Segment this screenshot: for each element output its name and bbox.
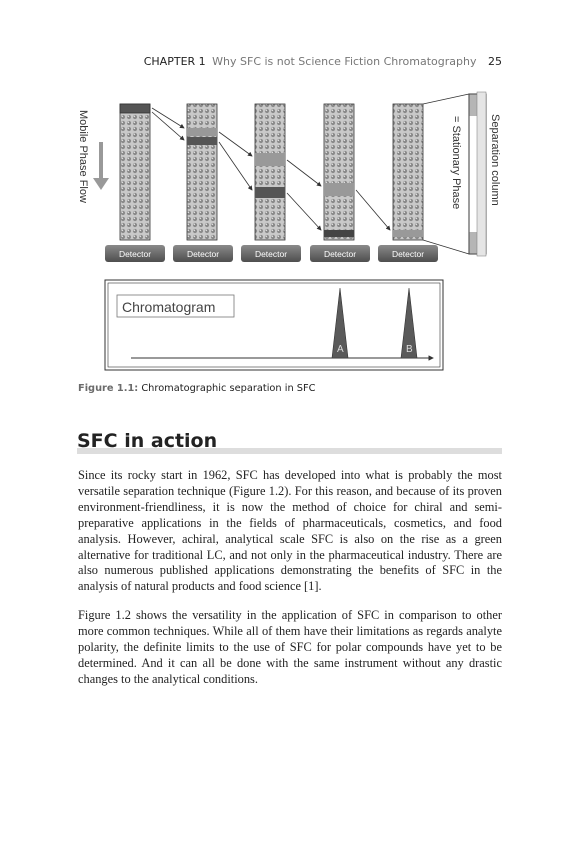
flow-arrow: [93, 142, 109, 190]
detector-5: [378, 245, 438, 262]
column-4: [324, 104, 354, 240]
column-3: [255, 104, 285, 240]
mobile-phase-flow-label: Mobile Phase Flow: [77, 110, 89, 203]
figure-chromatographic-separation: [72, 90, 502, 375]
svg-text:Detector: Detector: [323, 249, 357, 259]
stationary-phase-label: = Stationary Phase: [450, 116, 462, 210]
paragraph-1: Since its rocky start in 1962, SFC has developed into what is probably the most versatile separation technique (Figure 1.2). For this reason, and because of its proven environment-friendliness, it is now the method of choice for chiral and semi-preparative applications in the fields of pharmaceuticals, cosmetics, and food analysis. However, achiral, analytical scale SFC is also on the rise as a green alternative for traditional LC, and not only in the pharmaceutical industry. There are also numerous published applications demonstrating the benefits of SFC in the analysis of natural products and food science [1].: [78, 468, 502, 594]
column-2: [187, 104, 217, 240]
detector-3: [241, 245, 301, 262]
running-header: [144, 55, 502, 68]
section-title: SFC in action: [77, 430, 218, 452]
figure-caption: [78, 383, 315, 394]
column-5: [393, 104, 423, 240]
peak-a-label: A: [337, 344, 344, 355]
paragraph-2: Figure 1.2 shows the versatility in the application of SFC in comparison to other more common techniques. While all of them have their limitations as regards analyte polarity, the definite limits to the use of SFC for polar compounds have yet to be determined. And it can all be done with the same instrument without any drastic changes to the analytical conditions.: [78, 608, 502, 686]
figure-caption-text: Chromatographic separation in SFC: [141, 383, 316, 394]
chromatogram-label: Chromatogram: [122, 299, 216, 315]
chapter-number: CHAPTER 1: [143, 55, 206, 68]
page-number: 25: [488, 55, 502, 68]
svg-text:Detector: Detector: [254, 249, 288, 259]
column-1: [120, 104, 150, 240]
detector-4: [310, 245, 370, 262]
peak-b-label: B: [406, 344, 413, 355]
svg-text:Detector: Detector: [186, 249, 220, 259]
svg-text:Detector: Detector: [391, 249, 425, 259]
separation-column-label: Separation column: [489, 114, 501, 206]
chromatogram-panel: [105, 280, 443, 370]
detector-2: [173, 245, 233, 262]
svg-text:Detector: Detector: [118, 249, 152, 259]
chapter-title: Why SFC is not Science Fiction Chromatography: [212, 55, 477, 68]
figure-caption-label: Figure 1.1:: [78, 383, 139, 394]
detector-1: [105, 245, 165, 262]
